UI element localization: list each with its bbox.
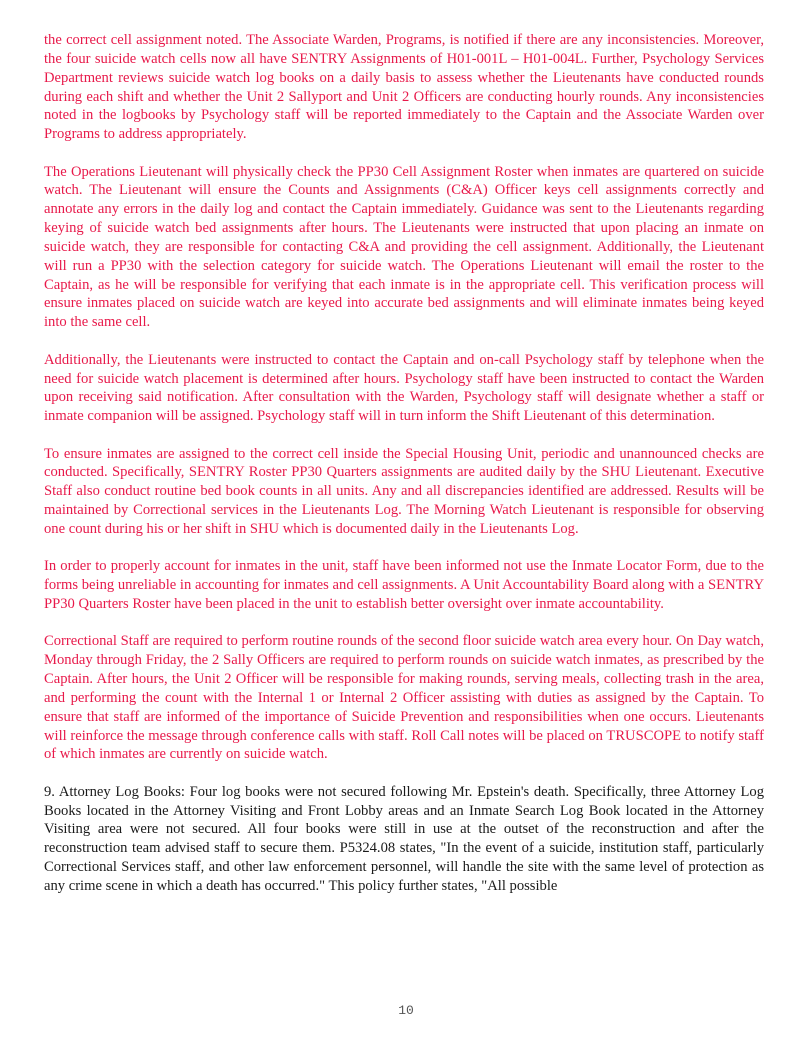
page-number: 10 xyxy=(398,1003,414,1018)
paragraph-attorney-log-books: 9. Attorney Log Books: Four log books were not secured following Mr. Epstein's death. Specifically, three Attorney Log Books located in the Attorney Visiting and Front Lobby areas and an Inmate Search Log Book located in the Attorney Visiting area were not secured. All four books were still in use at the outset of the reconstruction and after the reconstruction team advised staff to secure them. P5324.08 states, "In the event of a suicide, institution staff, particularly Correctional Services staff, and other law enforcement personnel, will handle the site with the same level of protection as any crime scene in which a death has occurred." This policy further states, "All possible xyxy=(44,783,764,894)
paragraph-routine-rounds: Correctional Staff are required to perform routine rounds of the second floor suicide watch area every hour. On Day watch, Monday through Friday, the 2 Sally Officers are required to perform rounds on suicide watch inmates, as prescribed by the Captain. After hours, the Unit 2 Officer will be responsible for making rounds, serving meals, collecting trash in the area, and performing the count with the Internal 1 or Internal 2 Officer assisting with duties as assigned by the Captain. To ensure that staff are informed of the importance of Suicide Prevention and responsibilities when one occurs. Lieutenants will reinforce the message through conference calls with staff. Roll Call notes will be placed on TRUSCOPE to notify staff of which inmates are currently on suicide watch. xyxy=(44,633,764,763)
paragraph-cell-assignment-notes: the correct cell assignment noted. The Associate Warden, Programs, is notified if there are any inconsistencies. Moreover, the four suicide watch cells now all have SENTRY Assignments of H01-001L – H01-004L. Further, Psychology Services Department reviews suicide watch log books on a daily basis to assess whether the Lieutenants have conducted rounds during each shift and whether the Unit 2 Sallyport and Unit 2 Officers are conducting hourly rounds. Any inconsistencies noted in the logbooks by Psychology staff will be reported immediately to the Captain and the Associate Warden over Programs to address appropriately. xyxy=(44,32,764,143)
paragraph-operations-lieutenant: The Operations Lieutenant will physically check the PP30 Cell Assignment Roster when inmates are quartered on suicide watch. The Lieutenant will ensure the Counts and Assignments (C&A) Officer keys cell assignments correctly and annotate any errors in the daily log and contact the Captain immediately. Guidance was sent to the Lieutenants regarding keying of suicide watch bed assignments after hours. The Lieutenants were instructed that upon placing an inmate on suicide watch, they are responsible for contacting C&A and providing the cell assignment. Additionally, the Lieutenant will run a PP30 with the selection category for suicide watch. The Operations Lieutenant will email the roster to the Captain, as he will be responsible for verifying that each inmate is in the appropriate cell. This verification process will ensure inmates placed on suicide watch are keyed into accurate bed assignments and will eliminate inmates being keyed into the same cell. xyxy=(44,163,764,331)
paragraph-shu-checks: To ensure inmates are assigned to the correct cell inside the Special Housing Unit, periodic and unannounced checks are conducted. Specifically, SENTRY Roster PP30 Quarters assignments are audited daily by the SHU Lieutenant. Executive Staff also conduct routine bed book counts in all units. Any and all discrepancies identified are addressed. Results will be maintained by Correctional services in the Lieutenants Log. The Morning Watch Lieutenant is responsible for observing one count during his or her shift in SHU which is documented daily in the Lieutenants Log. xyxy=(44,445,764,537)
paragraph-after-hours-contact: Additionally, the Lieutenants were instructed to contact the Captain and on-call Psychology staff by telephone when the need for suicide watch placement is determined after hours. Psychology staff have been instructed to contact the Warden upon receiving said notification. After consultation with the Warden, Psychology staff will designate whether a staff or inmate companion will be assigned. Psychology staff will in turn inform the Shift Lieutenant of this determination. xyxy=(44,351,764,425)
document-page xyxy=(44,31,764,914)
paragraph-inmate-locator: In order to properly account for inmates in the unit, staff have been informed not use the Inmate Locator Form, due to the forms being unreliable in accounting for inmates and cell assignments. A Unit Accountability Board along with a SENTRY PP30 Quarters Roster have been placed in the unit to establish better oversight over inmate accountability. xyxy=(44,558,764,612)
